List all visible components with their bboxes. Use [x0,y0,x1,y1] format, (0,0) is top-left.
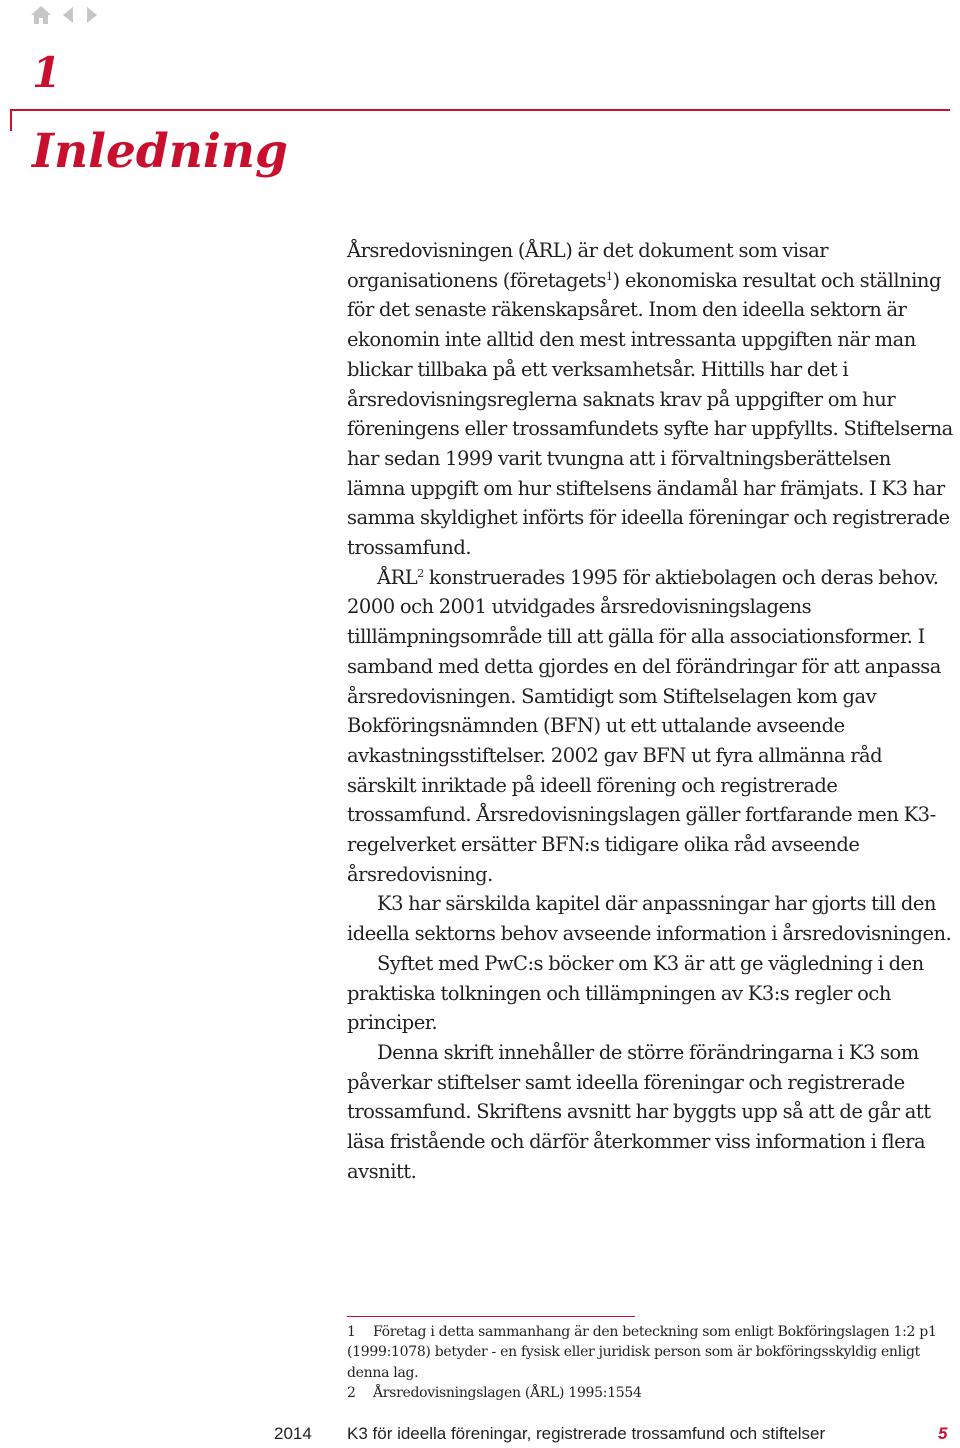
paragraph-1: Årsredovisningen (ÅRL) är det dokument som visar organisationens (företagets$^1$) ekonomiska resultat och ställning för det senaste räkenskapsåret. Inom den ideella sektorn är ekonomin inte alltid den mest intressanta uppgiften när man blickar tillbaka på ett verksamhetsår. Hittills har det i årsredovisningsreglerna saknats krav på uppgifter om hur föreningens eller trossamfundets syfte har uppfyllts. Stiftelserna har sedan 1999 varit tvungna att i förvaltningsberättelsen lämna uppgift om hur stiftelsens ändamål har främjats. I K3 har samma skyldighet införts för ideella föreningar och registrerade trossamfund. [347,239,953,560]
home-icon[interactable] [30,4,52,26]
header-rule-corner [10,109,12,131]
footnote-rule [347,1316,635,1317]
paragraph-5: Denna skrift innehåller de större förändringarna i K3 som påverkar stiftelser samt ideella föreningar och registrerade trossamfund. Skriftens avsnitt har byggts upp så att de går att läsa fristående och därför återkommer viss information i flera avsnitt. [347,1040,931,1183]
footnote-1: 1 Företag i detta sammanhang är den beteckning som enligt Bokföringslagen 1:2 p1 (1999:1078) betyder - en fysisk eller juridisk person som är bokföringsskyldig enligt denna lag. [347,1324,937,1381]
paragraph-4: Syftet med PwC:s böcker om K3 är att ge vägledning i den praktiska tolkningen och tillämpningen av K3:s regler och principer. [347,951,924,1035]
navigation-bar [30,4,100,26]
footnote-ref-2[interactable]: 2 [417,566,424,580]
paragraph-3: K3 har särskilda kapitel där anpassningar har gjorts till den ideella sektorns behov avseende information i årsredovisningen. [347,892,952,946]
header-rule [10,109,950,111]
arrow-left-icon[interactable] [60,4,76,26]
footnotes [347,1322,953,1403]
footer-year: 2014 [274,1424,312,1443]
page-number: 5 [938,1424,948,1443]
page-footer [0,1424,960,1448]
body-text [347,236,953,1187]
chapter-number: 1 [32,48,62,97]
footnote-ref-1[interactable]: 1 [606,269,613,283]
footnote-2: 2 Årsredovisningslagen (ÅRL) 1995:1554 [347,1384,642,1401]
footer-title: K3 för ideella föreningar, registrerade trossamfund och stiftelser [347,1424,826,1443]
paragraph-2: ÅRL$^2$ konstruerades 1995 för aktiebolagen och deras behov. 2000 och 2001 utvidgades årsredovisningslagens tilllämpningsområde till att gälla för alla associationsformer. I samband med detta gjordes en del förändringar för att anpassa årsredovisningen. Samtidigt som Stiftelselagen kom gav Bokföringsnämnden (BFN) ut ett uttalande avseende avkastningsstiftelser. 2002 gav BFN ut fyra allmänna råd särskilt inriktade på ideell förening och registrerade trossamfund. Årsredovisningslagen gäller fortfarande men K3-regelverket ersätter BFN:s tidigare olika råd avseende årsredovisning. [347,565,941,886]
chapter-title: Inledning [32,124,288,179]
arrow-right-icon[interactable] [84,4,100,26]
